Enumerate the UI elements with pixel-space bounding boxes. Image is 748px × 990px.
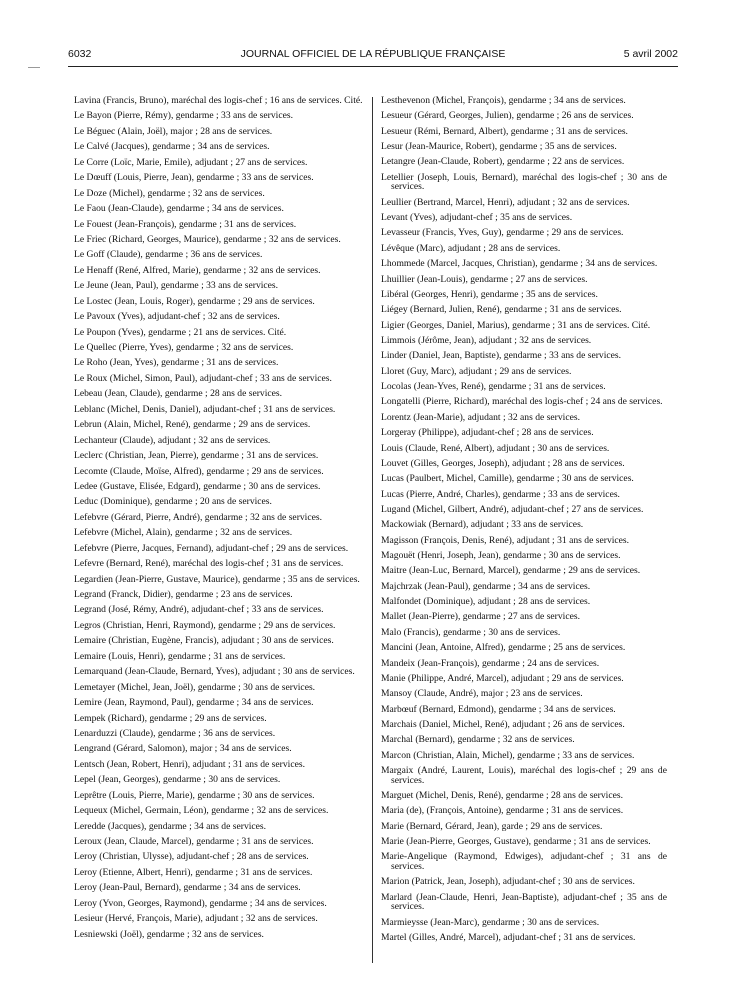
list-entry: Libéral (Georges, Henri), gendarme ; 35 ans de services.	[381, 288, 598, 300]
list-entry: Locolas (Jean-Yves, René), gendarme ; 31 ans de services.	[381, 381, 606, 393]
list-entry: Mackowiak (Bernard), adjudant ; 33 ans de services.	[381, 519, 584, 531]
list-entry: Leroux (Jean, Claude, Marcel), gendarme ; 31 ans de services.	[74, 836, 314, 847]
list-entry: Mancini (Jean, Antoine, Alfred), gendarme ; 25 ans de services.	[381, 642, 626, 654]
list-entry: Le Corre (Loïc, Marie, Emile), adjudant ; 27 ans de services.	[74, 156, 308, 168]
list-entry: Lesniewski (Joël), gendarme ; 32 ans de services.	[74, 928, 264, 940]
list-entry: Lorgeray (Philippe), adjudant-chef ; 28 ans de services.	[381, 427, 594, 439]
list-entry: Malfondet (Dominique), adjudant ; 28 ans de services.	[381, 596, 591, 608]
page-number: 6032	[68, 48, 92, 60]
list-entry: Marie (Bernard, Gérard, Jean), garde ; 29 ans de services.	[381, 820, 603, 832]
list-entry: Leclerc (Christian, Jean, Pierre), gendarme ; 31 ans de services.	[74, 450, 319, 462]
margin-mark	[28, 67, 40, 68]
list-entry: Majchrzak (Jean-Paul), gendarme ; 34 ans de services.	[381, 580, 591, 592]
list-entry: Lemetayer (Michel, Jean, Joël), gendarme ; 30 ans de services.	[74, 681, 316, 693]
list-entry: Lucas (Pierre, André, Charles), gendarme ; 33 ans de services.	[381, 488, 620, 500]
list-entry: Martel (Gilles, André, Marcel), adjudant-chef ; 31 ans de services.	[381, 932, 636, 944]
list-entry: Letellier (Joseph, Louis, Bernard), maréchal des logis-chef ; 30 ans de services.	[381, 171, 667, 193]
list-entry: Lhommede (Marcel, Jacques, Christian), gendarme ; 34 ans de services.	[381, 258, 658, 270]
list-entry: Leroy (Jean-Paul, Bernard), gendarme ; 34 ans de services.	[74, 882, 301, 894]
list-entry: Le Pavoux (Yves), adjudant-chef ; 32 ans de services.	[74, 311, 280, 323]
left-column	[74, 96, 364, 939]
list-entry: Lefevre (Bernard, René), maréchal des logis-chef ; 31 ans de services.	[74, 558, 344, 570]
list-entry: Marchal (Bernard), gendarme ; 32 ans de services.	[381, 734, 575, 746]
list-entry: Maitre (Jean-Luc, Bernard, Marcel), gendarme ; 29 ans de services.	[381, 565, 641, 577]
list-entry: Marie-Angelique (Raymond, Edwiges), adjudant-chef ; 31 ans de services.	[381, 851, 667, 873]
list-entry: Malo (Francis), gendarme ; 30 ans de services.	[381, 626, 561, 638]
list-entry: Lebeau (Jean, Claude), gendarme ; 28 ans de services.	[74, 388, 283, 400]
list-entry: Lefebvre (Gérard, Pierre, André), gendarme ; 32 ans de services.	[74, 511, 322, 523]
list-entry: Marion (Patrick, Jean, Joseph), adjudant-chef ; 30 ans de services.	[381, 876, 635, 888]
list-entry: Lhuillier (Jean-Louis), gendarme ; 27 ans de services.	[381, 273, 588, 285]
list-entry: Limmois (Jérôme, Jean), adjudant ; 32 ans de services.	[381, 334, 592, 346]
list-entry: Lemaire (Louis, Henri), gendarme ; 31 ans de services.	[74, 650, 286, 662]
list-entry: Lesthevenon (Michel, François), gendarme ; 34 ans de services.	[381, 95, 626, 106]
list-entry: Le Faou (Jean-Claude), gendarme ; 34 ans de services.	[74, 203, 284, 215]
list-entry: Marguet (Michel, Denis, René), gendarme ; 28 ans de services.	[381, 790, 623, 801]
list-entry: Lemarquand (Jean-Claude, Bernard, Yves), adjudant ; 30 ans de services.	[74, 666, 355, 678]
list-entry: Marie (Jean-Pierre, Georges, Gustave), gendarme ; 31 ans de services.	[381, 836, 651, 848]
page-header	[68, 48, 678, 62]
list-entry: Le Béguec (Alain, Joël), major ; 28 ans de services.	[74, 125, 273, 137]
publication-date: 5 avril 2002	[623, 48, 678, 60]
list-entry: Marmieysse (Jean-Marc), gendarme ; 30 ans de services.	[381, 916, 600, 928]
list-entry: Lesueur (Gérard, Georges, Julien), gendarme ; 26 ans de services.	[381, 110, 634, 122]
list-entry: Ledee (Gustave, Elisée, Edgard), gendarme ; 30 ans de services.	[74, 480, 321, 492]
list-entry: Le Roux (Michel, Simon, Paul), adjudant-chef ; 33 ans de services.	[74, 372, 332, 384]
list-entry: Lepel (Jean, Georges), gendarme ; 30 ans de services.	[74, 774, 281, 786]
list-entry: Le Goff (Claude), gendarme ; 36 ans de services.	[74, 249, 263, 261]
list-entry: Leullier (Bertrand, Marcel, Henri), adjudant ; 32 ans de services.	[381, 196, 630, 208]
list-entry: Marchais (Daniel, Michel, René), adjudant ; 26 ans de services.	[381, 718, 625, 730]
list-entry: Leprêtre (Louis, Pierre, Marie), gendarme ; 30 ans de services.	[74, 789, 315, 801]
list-entry: Marlard (Jean-Claude, Henri, Jean-Baptiste), adjudant-chef ; 35 ans de services.	[381, 891, 667, 913]
list-entry: Leredde (Jacques), gendarme ; 34 ans de services.	[74, 820, 267, 832]
list-entry: Lengrand (Gérard, Salomon), major ; 34 ans de services.	[74, 743, 292, 755]
list-entry: Le Poupon (Yves), gendarme ; 21 ans de services. Cité.	[74, 326, 287, 338]
list-entry: Lugand (Michel, Gilbert, André), adjudant-chef ; 27 ans de services.	[381, 503, 644, 515]
list-entry: Louis (Claude, René, Albert), adjudant ; 30 ans de services.	[381, 442, 610, 454]
list-entry: Leblanc (Michel, Denis, Daniel), adjudant-chef ; 31 ans de services.	[74, 403, 336, 415]
list-entry: Manie (Philippe, André, Marcel), adjudant ; 29 ans de services.	[381, 672, 624, 684]
list-entry: Lucas (Paulbert, Michel, Camille), gendarme ; 30 ans de services.	[381, 473, 634, 485]
right-column	[381, 96, 667, 943]
list-entry: Lesur (Jean-Maurice, Robert), gendarme ; 35 ans de services.	[381, 141, 617, 153]
journal-title: JOURNAL OFFICIEL DE LA RÉPUBLIQUE FRANÇAISE	[240, 48, 506, 60]
list-entry: Le Dœuff (Louis, Pierre, Jean), gendarme ; 33 ans de services.	[74, 172, 314, 184]
list-entry: Lemire (Jean, Raymond, Paul), gendarme ; 34 ans de services.	[74, 697, 314, 709]
list-entry: Le Friec (Richard, Georges, Maurice), gendarme ; 32 ans de services.	[74, 233, 341, 245]
list-entry: Le Roho (Jean, Yves), gendarme ; 31 ans de services.	[74, 357, 279, 369]
list-entry: Legrand (Franck, Didier), gendarme ; 23 ans de services.	[74, 589, 293, 600]
list-entry: Linder (Daniel, Jean, Baptiste), gendarme ; 33 ans de services.	[381, 350, 622, 362]
list-entry: Lempek (Richard), gendarme ; 29 ans de services.	[74, 712, 267, 724]
list-entry: Lloret (Guy, Marc), adjudant ; 29 ans de services.	[381, 365, 572, 377]
list-entry: Lefebvre (Pierre, Jacques, Fernand), adjudant-chef ; 29 ans de services.	[74, 542, 349, 554]
list-entry: Lesueur (Rémi, Bernard, Albert), gendarme ; 31 ans de services.	[381, 125, 628, 137]
list-entry: Louvet (Gilles, Georges, Joseph), adjudant ; 28 ans de services.	[381, 457, 625, 469]
column-separator	[372, 97, 373, 963]
list-entry: Lechanteur (Claude), adjudant ; 32 ans de services.	[74, 434, 271, 446]
list-entry: Magisson (François, Denis, René), adjudant ; 31 ans de services.	[381, 534, 630, 546]
list-entry: Levant (Yves), adjudant-chef ; 35 ans de services.	[381, 212, 573, 224]
list-entry: Leroy (Etienne, Albert, Henri), gendarme ; 31 ans de services.	[74, 866, 313, 878]
list-entry: Leroy (Yvon, Georges, Raymond), gendarme ; 34 ans de services.	[74, 897, 327, 909]
list-entry: Lecomte (Claude, Moïse, Alfred), gendarme ; 29 ans de services.	[74, 465, 324, 477]
list-entry: Lequeux (Michel, Germain, Léon), gendarme ; 32 ans de services.	[74, 805, 329, 817]
list-entry: Le Bayon (Pierre, Rémy), gendarme ; 33 ans de services.	[74, 110, 293, 122]
list-entry: Mansoy (Claude, André), major ; 23 ans de services.	[381, 688, 583, 700]
list-entry: Le Jeune (Jean, Paul), gendarme ; 33 ans de services.	[74, 280, 279, 292]
list-entry: Mandeix (Jean-François), gendarme ; 24 ans de services.	[381, 657, 600, 669]
list-entry: Marcon (Christian, Alain, Michel), gendarme ; 33 ans de services.	[381, 749, 635, 761]
list-entry: Leroy (Christian, Ulysse), adjudant-chef ; 28 ans de services.	[74, 851, 309, 863]
list-entry: Lebrun (Alain, Michel, René), gendarme ; 29 ans de services.	[74, 419, 311, 431]
list-entry: Marbœuf (Bernard, Edmond), gendarme ; 34 ans de services.	[381, 703, 616, 715]
list-entry: Letangre (Jean-Claude, Robert), gendarme ; 22 ans de services.	[381, 156, 625, 168]
list-entry: Legros (Christian, Henri, Raymond), gendarme ; 29 ans de services.	[74, 619, 336, 631]
list-entry: Ligier (Georges, Daniel, Marius), gendarme ; 31 ans de services. Cité.	[381, 319, 651, 331]
list-entry: Lemaire (Christian, Eugène, Francis), adjudant ; 30 ans de services.	[74, 635, 334, 647]
list-entry: Lévêque (Marc), adjudant ; 28 ans de services.	[381, 242, 561, 254]
list-entry: Maria (de), (François, Antoine), gendarme ; 31 ans de services.	[381, 805, 624, 817]
list-entry: Levasseur (Francis, Yves, Guy), gendarme ; 29 ans de services.	[381, 227, 624, 239]
list-entry: Lesieur (Hervé, François, Marie), adjudant ; 32 ans de services.	[74, 913, 318, 925]
list-entry: Margaix (André, Laurent, Louis), maréchal des logis-chef ; 29 ans de services.	[381, 765, 667, 786]
list-entry: Le Fouest (Jean-François), gendarme ; 31 ans de services.	[74, 218, 297, 230]
list-entry: Magouët (Henri, Joseph, Jean), gendarme ; 30 ans de services.	[381, 550, 621, 562]
list-entry: Le Henaff (René, Alfred, Marie), gendarme ; 32 ans de services.	[74, 264, 321, 276]
list-entry: Liégey (Bernard, Julien, René), gendarme ; 31 ans de services.	[381, 304, 622, 316]
list-entry: Le Calvé (Jacques), gendarme ; 34 ans de services.	[74, 141, 270, 153]
list-entry: Mallet (Jean-Pierre), gendarme ; 27 ans de services.	[381, 611, 580, 623]
list-entry: Lefebvre (Michel, Alain), gendarme ; 32 ans de services.	[74, 527, 293, 539]
list-entry: Leduc (Dominique), gendarme ; 20 ans de services.	[74, 496, 272, 508]
list-entry: Lentsch (Jean, Robert, Henri), adjudant ; 31 ans de services.	[74, 758, 305, 770]
list-entry: Legardien (Jean-Pierre, Gustave, Maurice), gendarme ; 35 ans de services.	[74, 573, 360, 585]
list-entry: Longatelli (Pierre, Richard), maréchal des logis-chef ; 24 ans de services.	[381, 396, 663, 408]
header-rule	[68, 66, 678, 67]
list-entry: Le Doze (Michel), gendarme ; 32 ans de services.	[74, 187, 265, 199]
list-entry: Legrand (José, Rémy, André), adjudant-chef ; 33 ans de services.	[74, 604, 324, 616]
list-entry: Lorentz (Jean-Marie), adjudant ; 32 ans de services.	[381, 411, 580, 423]
list-entry: Lavina (Francis, Bruno), maréchal des logis-chef ; 16 ans de services. Cité.	[74, 95, 363, 106]
list-entry: Le Lostec (Jean, Louis, Roger), gendarme ; 29 ans de services.	[74, 295, 315, 307]
list-entry: Lenarduzzi (Claude), gendarme ; 36 ans de services.	[74, 727, 276, 739]
list-entry: Le Quellec (Pierre, Yves), gendarme ; 32 ans de services.	[74, 342, 294, 353]
